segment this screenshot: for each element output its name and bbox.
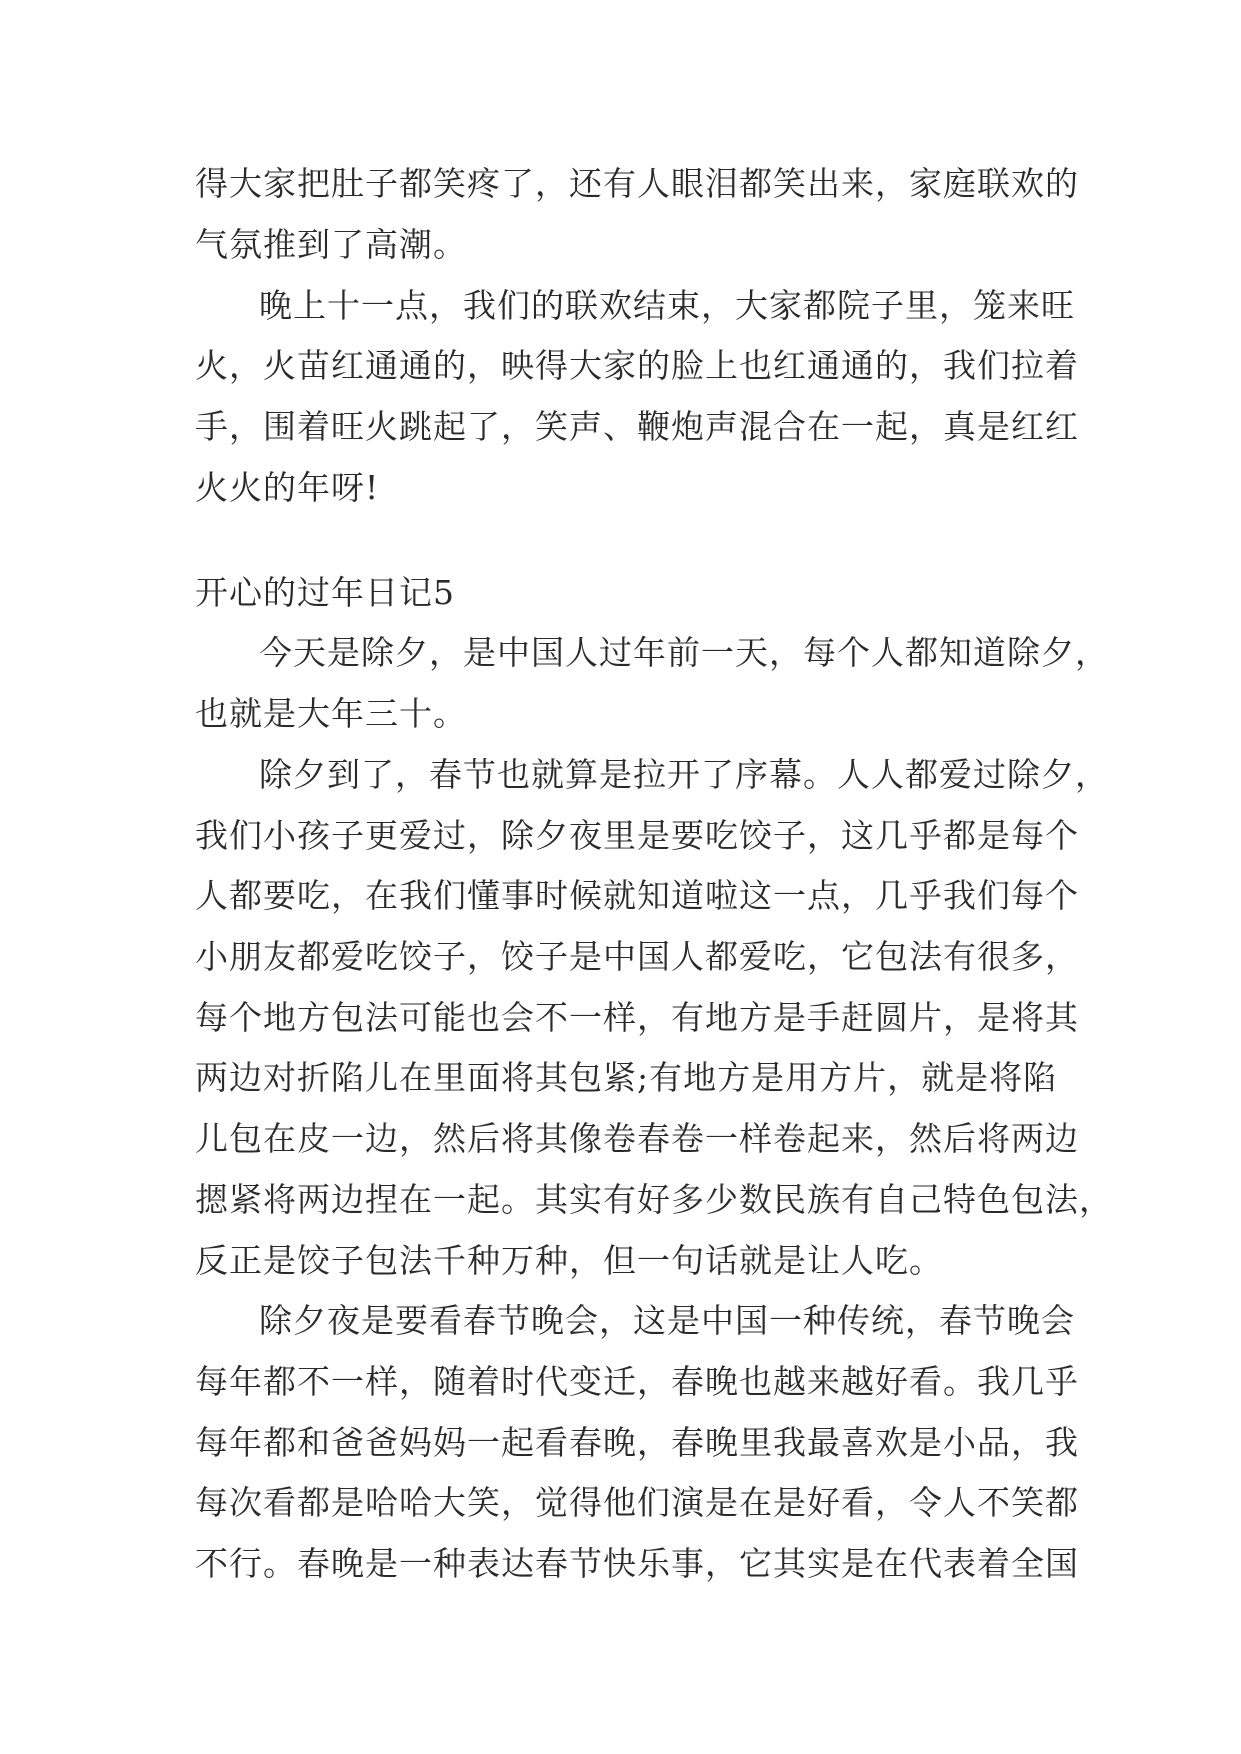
- paragraph-line: 得大家把肚子都笑疼了，还有人眼泪都笑出来，家庭联欢的: [195, 164, 1079, 203]
- paragraph-line: 每个地方包法可能也会不一样，有地方是手赶圆片，是将其: [195, 998, 1079, 1037]
- paragraph-line: 小朋友都爱吃饺子，饺子是中国人都爱吃，它包法有很多，: [195, 937, 1079, 976]
- paragraph-line: 反正是饺子包法千种万种，但一句话就是让人吃。: [195, 1241, 943, 1280]
- paragraph-line: 气氛推到了高潮。: [195, 225, 467, 264]
- paragraph-line: 人都要吃，在我们懂事时候就知道啦这一点，几乎我们每个: [195, 876, 1079, 915]
- paragraph-line: 手，围着旺火跳起了，笑声、鞭炮声混合在一起，真是红红: [195, 407, 1079, 446]
- paragraph-line: 两边对折陷儿在里面将其包紧;有地方是用方片，就是将陷: [195, 1058, 1058, 1097]
- paragraph-line: 不行。春晚是一种表达春节快乐事，它其实是在代表着全国: [195, 1544, 1079, 1583]
- section-heading: 开心的过年日记5: [195, 573, 455, 612]
- paragraph-line: 火，火苗红通通的，映得大家的脸上也红通通的，我们拉着: [195, 346, 1079, 385]
- paragraph-line: 除夕到了，春节也就算是拉开了序幕。人人都爱过除夕，: [259, 755, 1109, 794]
- paragraph-line: 晚上十一点，我们的联欢结束，大家都院子里，笼来旺: [259, 286, 1075, 325]
- paragraph-line: 每年都不一样，随着时代变迁，春晚也越来越好看。我几乎: [195, 1362, 1079, 1401]
- paragraph-line: 每次看都是哈哈大笑，觉得他们演是在是好看，令人不笑都: [195, 1483, 1079, 1522]
- paragraph-line: 摁紧将两边捏在一起。其实有好多少数民族有自己特色包法，: [195, 1180, 1113, 1219]
- paragraph-line: 每年都和爸爸妈妈一起看春晚，春晚里我最喜欢是小品，我: [195, 1423, 1079, 1462]
- paragraph-line: 今天是除夕，是中国人过年前一天，每个人都知道除夕，: [259, 633, 1109, 672]
- paragraph-line: 也就是大年三十。: [195, 694, 467, 733]
- paragraph-line: 除夕夜是要看春节晚会，这是中国一种传统，春节晚会: [259, 1301, 1075, 1340]
- paragraph-line: 我们小孩子更爱过，除夕夜里是要吃饺子，这几乎都是每个: [195, 816, 1079, 855]
- paragraph-line: 儿包在皮一边，然后将其像卷春卷一样卷起来，然后将两边: [195, 1119, 1079, 1158]
- paragraph-line: 火火的年呀!: [195, 468, 380, 507]
